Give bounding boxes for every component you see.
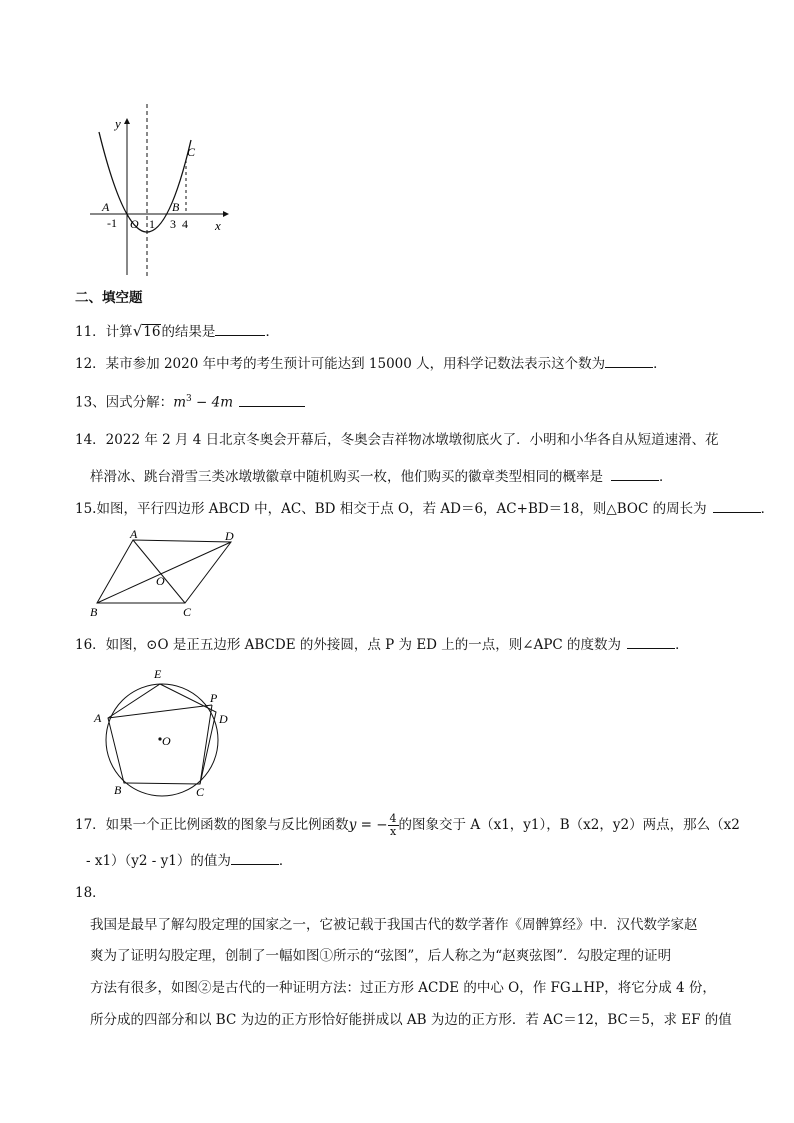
segment-pc <box>200 705 212 784</box>
graph-y-label: y <box>115 116 121 131</box>
answer-blank-13[interactable] <box>239 392 305 407</box>
fraction: $\frac{4}{x}$ <box>389 812 397 838</box>
question-14-line1: 14．2022 年 2 月 4 日北京冬奥会开幕后，冬奥会吉祥物冰墩墩彻底火了．小明和小华各自从短道速滑、花 <box>75 432 719 448</box>
question-15: 15.如图，平行四边形 ABCD 中，AC、BD 相交于点 O，若 AD＝6，AC+BD＝18，则△BOC 的周长为 ． <box>75 498 774 519</box>
pg-label-o: O <box>156 574 165 588</box>
question-13: 13、因式分解：$m^3 - 4m$ <box>75 389 305 413</box>
question-18-line4: 所分成的四部分和以 BC 为边的正方形恰好能拼成以 AB 为边的正方形．若 AC＝12，BC＝5，求 EF 的值 <box>90 1012 732 1028</box>
y-axis-arrow <box>124 118 130 124</box>
answer-blank-14[interactable] <box>611 466 659 481</box>
diagonal-bd <box>97 542 231 603</box>
parabola-graph <box>85 100 235 280</box>
segment-ap <box>108 705 212 718</box>
pg-label-a: A <box>130 528 138 541</box>
graph-point-c: C <box>187 145 196 159</box>
question-18-line2: 爽为了证明勾股定理，创制了一幅如图①所示的“弦图”，后人称之为“赵爽弦图”．勾股定理的证明 <box>90 948 672 964</box>
pg-label-c: C <box>183 605 192 619</box>
pent-label-p: P <box>210 691 218 705</box>
pg-label-d: D <box>225 529 234 543</box>
question-11: 11．计算√16的结果是 ． <box>75 322 279 340</box>
pentagon-figure <box>90 660 240 800</box>
answer-blank-12[interactable] <box>605 353 653 368</box>
question-17-line1: 17．如果一个正比例函数的图象与反比例函数y = − $\frac{4}{x}$ 的图象交于 A（x1，y1），B（x2，y2）两点，那么（x2 <box>75 812 740 838</box>
answer-blank-15[interactable] <box>713 498 761 513</box>
tick-neg1: -1 <box>107 216 117 230</box>
answer-blank-17[interactable] <box>231 850 279 865</box>
answer-blank-11[interactable] <box>215 321 265 336</box>
question-18-line1: 我国是最早了解勾股定理的国家之一，它被记载于我国古代的数学著作《周髀算经》中．汉代数学家赵 <box>90 917 698 933</box>
pent-label-b: B <box>114 783 122 797</box>
question-18-line3: 方法有很多，如图②是古代的一种证明方法：过正方形 ACDE 的中心 O，作 FG⊥HP，将它分成 4 份， <box>90 980 716 996</box>
pent-label-e: E <box>154 667 162 681</box>
parallelogram-figure <box>85 528 245 620</box>
section-title: 二、填空题 <box>75 290 143 306</box>
tick-1: 1 <box>149 217 155 231</box>
question-17-line2: - x1）（y2 - y1）的值为 ． <box>86 850 292 871</box>
pent-label-a: A <box>94 711 102 725</box>
question-18-number: 18． <box>75 885 106 901</box>
answer-blank-16[interactable] <box>627 634 675 649</box>
sqrt-radicand: 16 <box>143 324 161 340</box>
pent-label-c: C <box>196 785 205 799</box>
pg-label-b: B <box>90 605 98 619</box>
graph-x-label: x <box>215 218 221 233</box>
tick-4: 4 <box>182 217 188 231</box>
question-14-line2: 样滑冰、跳台滑雪三类冰墩墩徽章中随机购买一枚，他们购买的徽章类型相同的概率是 ． <box>90 466 673 487</box>
question-12: 12．某市参加 2020 年中考的考生预计可能达到 15000 人，用科学记数法表示这个数为 ． <box>75 353 667 374</box>
graph-origin: O <box>130 217 139 231</box>
x-axis-arrow <box>223 211 229 217</box>
question-16: 16．如图，⊙O 是正五边形 ABCDE 的外接圆，点 P 为 ED 上的一点，则∠APC 的度数为 ． <box>75 634 689 655</box>
pent-label-o: O <box>162 734 171 748</box>
pent-label-d: D <box>219 712 228 726</box>
diagonal-ac <box>133 540 185 603</box>
graph-point-a: A <box>102 200 110 214</box>
tick-3: 3 <box>170 217 176 231</box>
graph-point-b: B <box>172 200 180 214</box>
